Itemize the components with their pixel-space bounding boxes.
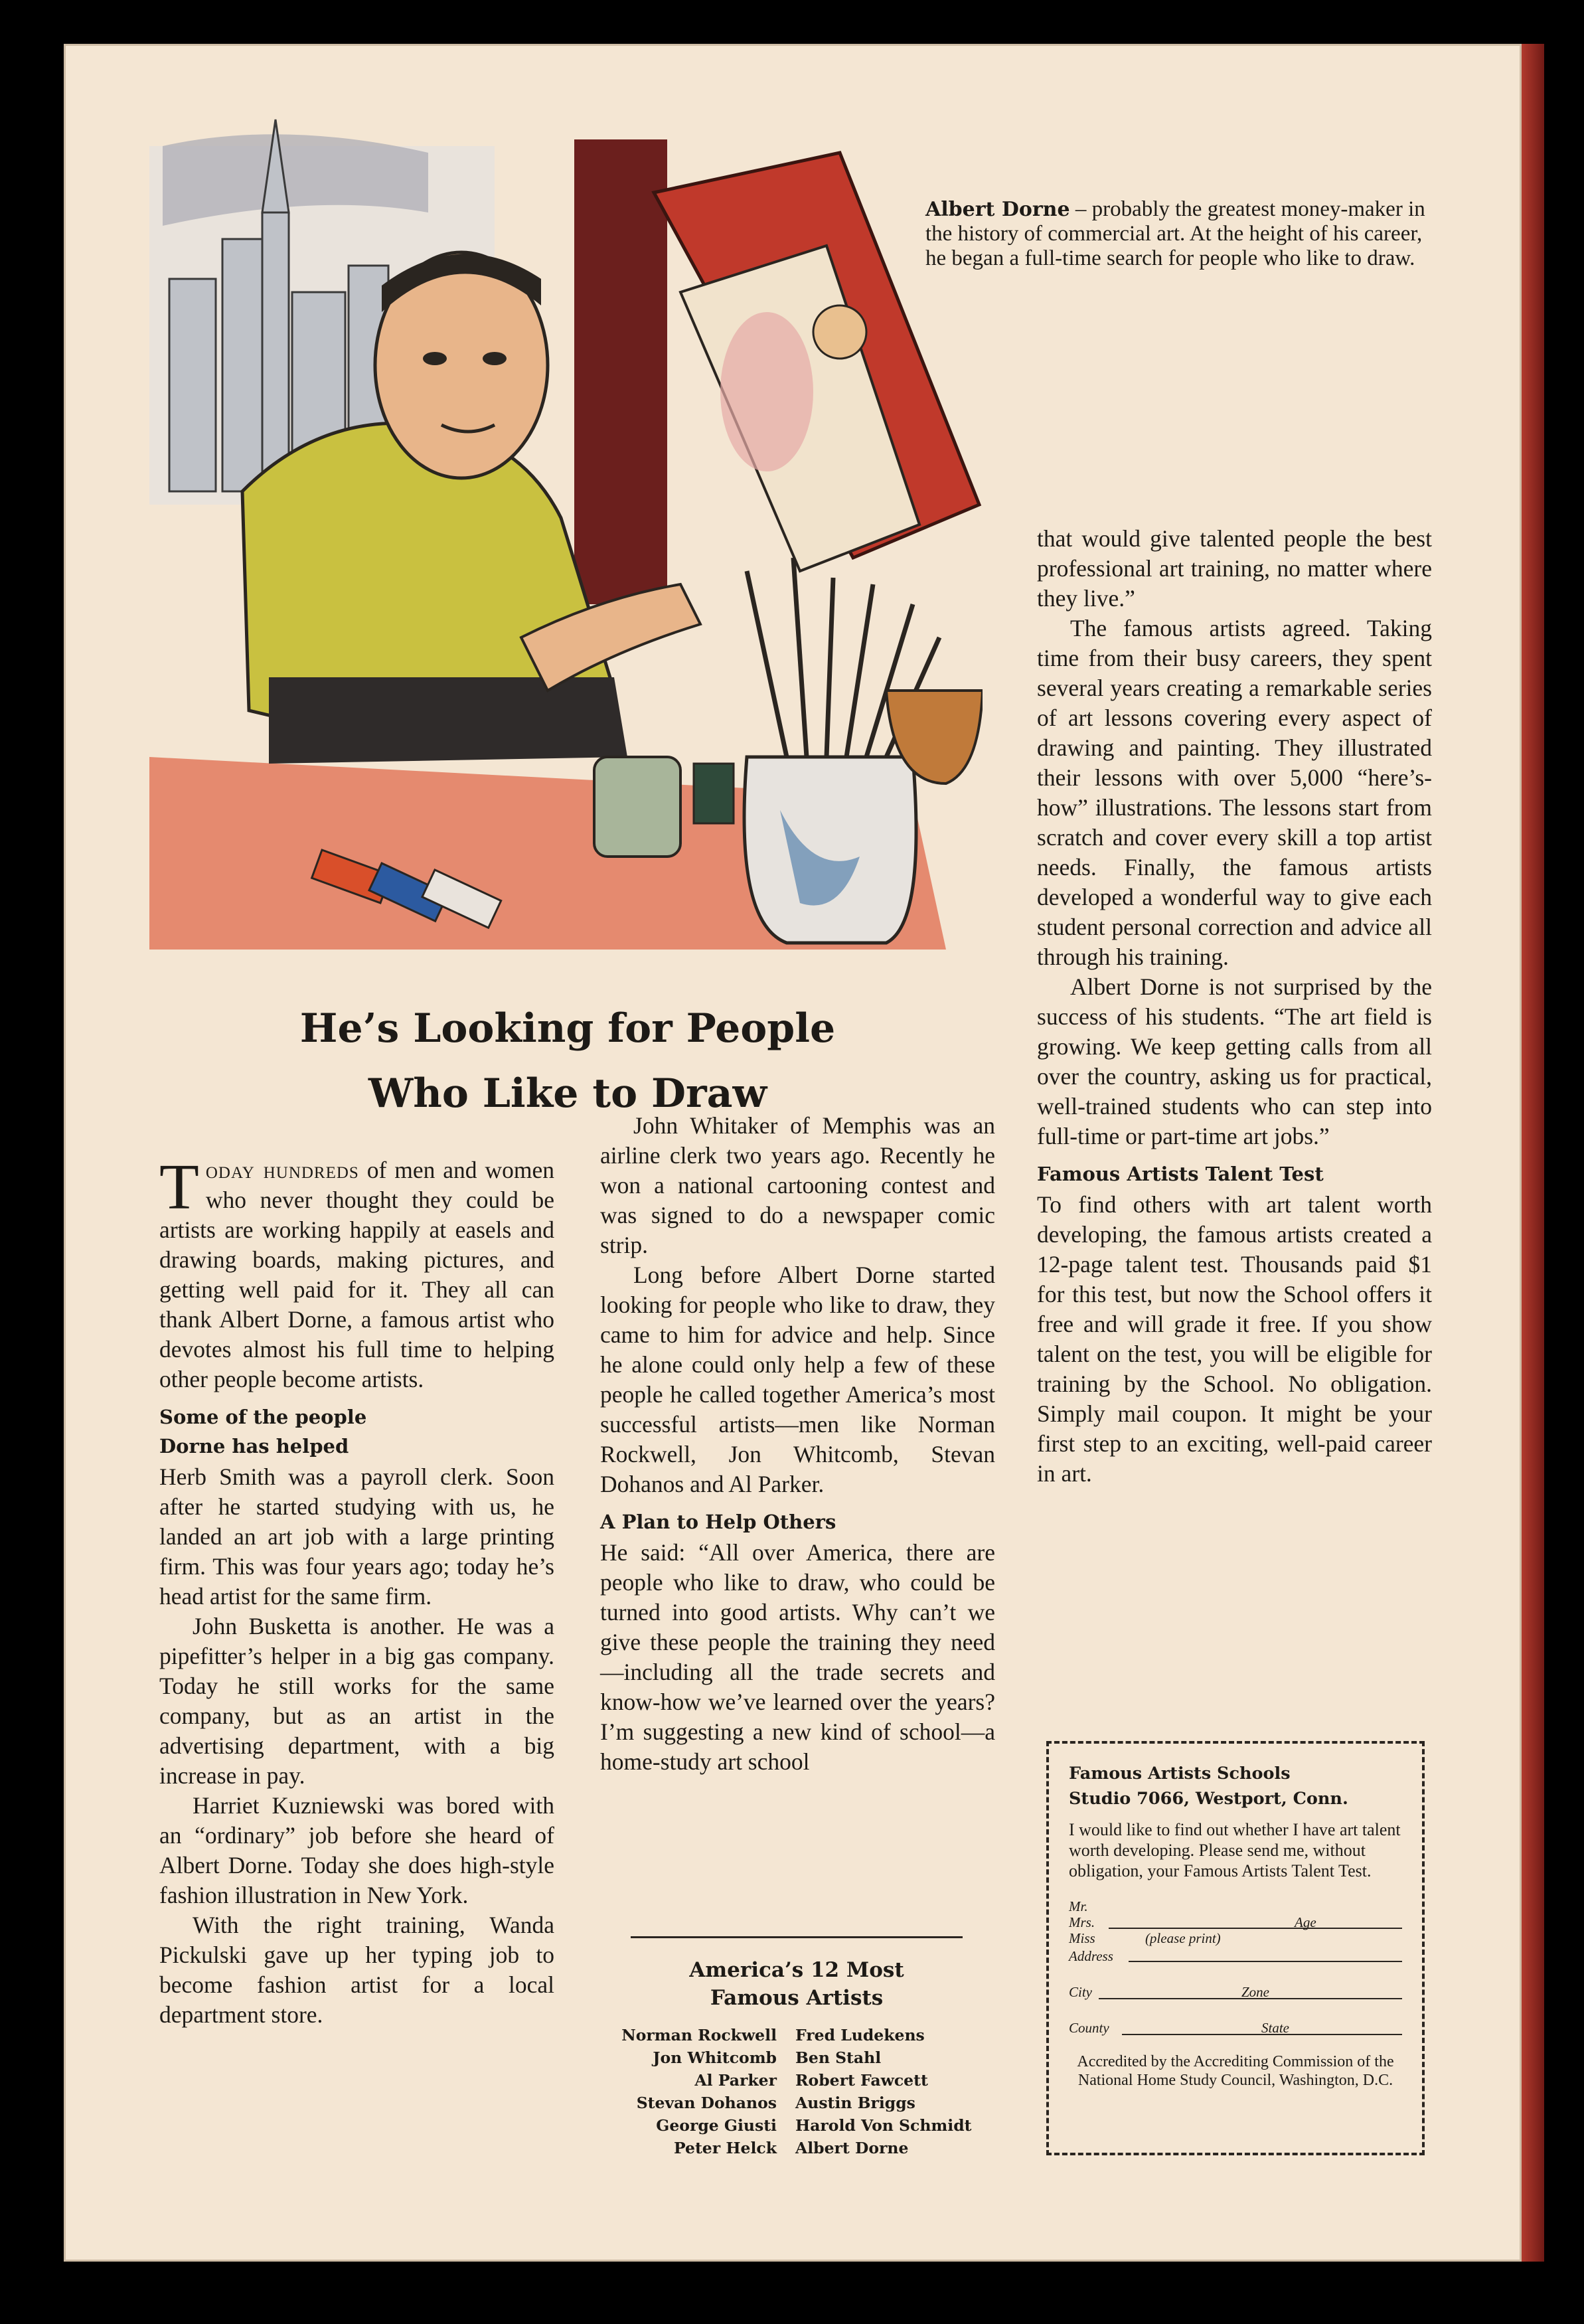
label-miss: Miss (1069, 1930, 1095, 1946)
subheading-line-1: Some of the people (159, 1406, 367, 1428)
paragraph-herb-smith: Herb Smith was a payroll clerk. Soon after he started studying with us, he landed an art job with a large printing firm. This was four years ago; today he’s head artist for the same firm. (159, 1463, 554, 1610)
illustration-caption (925, 197, 1430, 271)
paragraph-john-whitaker: John Whitaker of Memphis was an airline clerk two years ago. Recently he won a national cartooning contest and was signed to do a newspaper comic strip. (600, 1112, 995, 1258)
label-county: County (1069, 2020, 1109, 2036)
page-spine-edge (1522, 44, 1544, 2262)
subheading-people-helped (159, 1402, 554, 1461)
artist-name: Al Parker (694, 2071, 777, 2090)
paragraph-not-surprised: Albert Dorne is not surprised by the success of his students. “The art field is growing. We keep getting calls from all over the country, asking us for practical, well-trained students who can step into full-time or part-time art jobs.” (1037, 973, 1432, 1149)
city-underline (1099, 1998, 1402, 1999)
coupon-city-zone-field[interactable] (1069, 1982, 1402, 1999)
artists-list-left (591, 2024, 777, 2159)
subheading-plan: A Plan to Help Others (600, 1511, 836, 1533)
label-mrs: Mrs. (1069, 1914, 1095, 1930)
coupon-request-text: I would like to find out whether I have art talent worth developing. Please send me, without obligation, your Famous Artists Talent Test. (1069, 1820, 1401, 1880)
intro-text: of men and women who never thought they could be artists are working happily at easels and drawing boards, making pictures, and getting well paid for it. They all can thank Albert Dorne, a famous artist who devotes almost his full time to helping other people become artists. (159, 1157, 554, 1392)
artist-name: Norman Rockwell (621, 2026, 777, 2044)
artist-name: Robert Fawcett (795, 2071, 928, 2090)
paragraph-talent-test: To find others with art talent worth developing, the famous artists created a 12-page talent test. Thousands paid $1 for this test, but now the School offers it free and will grade it free. If you show talent on the test, you will be eligible for training by the School. No obligation. Simply mail coupon. It might be your first step to an exciting, well-paid career in art. (1037, 1191, 1432, 1487)
artist-name: Fred Ludekens (795, 2026, 925, 2044)
artist-name: Peter Helck (673, 2139, 777, 2157)
caption-name: Albert Dorne (925, 198, 1070, 221)
artist-name: Ben Stahl (795, 2048, 882, 2067)
label-zone: Zone (1241, 1984, 1269, 2000)
headline-line-1: He’s Looking for People (299, 1005, 836, 1052)
coupon-address-field[interactable] (1069, 1946, 1402, 1963)
name-underline (1109, 1928, 1402, 1929)
label-please-print: (please print) (1145, 1930, 1221, 1946)
divider-rule (631, 1936, 963, 1938)
coupon-address: Studio 7066, Westport, Conn. (1069, 1789, 1348, 1809)
artists-title-line-2: Famous Artists (710, 1986, 884, 2010)
artist-name: Albert Dorne (795, 2139, 909, 2157)
label-age: Age (1295, 1914, 1316, 1930)
artists-list-right (795, 2024, 1014, 2159)
artist-name: Austin Briggs (795, 2094, 915, 2112)
illustration-albert-dorne-drawing (149, 93, 983, 950)
headline (153, 996, 983, 1126)
county-underline (1122, 2034, 1402, 2035)
label-mr: Mr. (1069, 1898, 1088, 1914)
intro-small-caps: oday hundreds (205, 1157, 359, 1183)
article-column-3 (1037, 524, 1432, 1489)
artist-name: Jon Whitcomb (653, 2048, 777, 2067)
article-column-1 (159, 1151, 554, 2030)
artist-name: Stevan Dohanos (636, 2094, 777, 2112)
label-state: State (1261, 2020, 1289, 2036)
name-age-line (1069, 1914, 1402, 1930)
address-underline (1129, 1961, 1402, 1962)
caption-text: – probably the greatest money-maker in the history of commercial art. At the height of his career, he began a full-time search for people who like to draw. (925, 197, 1425, 270)
subheading-line-2: Dorne has helped (159, 1435, 349, 1457)
paragraph-wanda-pickulski: With the right training, Wanda Pickulski gave up her typing job to become fashion artist for a local department store. (159, 1912, 554, 2028)
intro-paragraph (159, 1151, 554, 1394)
paragraph-continued: that would give talented people the best professional art training, no matter where they live.” (1037, 525, 1432, 612)
mail-in-coupon[interactable] (1046, 1741, 1425, 2155)
artist-name: Harold Von Schmidt (795, 2116, 972, 2135)
coupon-name-field[interactable] (1069, 1898, 1402, 1946)
coupon-county-state-field[interactable] (1069, 2018, 1402, 2035)
paragraph-he-said: He said: “All over America, there are people who like to draw, who could be turned into good artists. Why can’t we give these people the training they need—including all the trade secrets and know-how we’ve learned over the years? I’m suggesting a new kind of school—a home-study art school (600, 1539, 995, 1775)
headline-line-2: Who Like to Draw (368, 1070, 767, 1117)
paragraph-john-busketta: John Busketta is another. He was a pipefitter’s helper in a big gas company. Today he still works for the same company, but as an artist in the advertising department, with a big increase in pay. (159, 1613, 554, 1789)
subheading-talent-test: Famous Artists Talent Test (1037, 1163, 1324, 1185)
article-column-2 (600, 1111, 995, 1777)
miss-line (1069, 1930, 1402, 1946)
paragraph-harriet-kuzniewski: Harriet Kuzniewski was bored with an “ordinary” job before she heard of Albert Dorne. Today she does high-style fashion illustration in New York. (159, 1792, 554, 1908)
coupon-school-name: Famous Artists Schools (1069, 1764, 1291, 1784)
artist-name: George Giusti (656, 2116, 777, 2135)
artists-list-title (617, 1956, 976, 2012)
drop-cap: T (159, 1151, 199, 1223)
coupon-accreditation: Accredited by the Accrediting Commission of the National Home Study Council, Washington, D.C. (1077, 2053, 1394, 2089)
label-city: City (1069, 1984, 1092, 2000)
paragraph-long-before: Long before Albert Dorne started looking for people who like to draw, they came to him for advice and help. Since he alone could only help a few of these people he called together America’s most successful artists—men like Norman Rockwell, Jon Whitcomb, Stevan Dohanos and Al Parker. (600, 1262, 995, 1497)
paragraph-famous-artists-agreed: The famous artists agreed. Taking time from their busy careers, they spent several years creating a remarkable series of art lessons covering every aspect of drawing and painting. They illustrated their lessons with over 5,000 “here’s-how” illustrations. The lessons start from scratch and cover every skill a top artist needs. Finally, the famous artists developed a wonderful way to give each student personal correction and advice all through his training. (1037, 615, 1432, 970)
label-address: Address (1069, 1948, 1113, 1964)
artists-title-line-1: America’s 12 Most (689, 1958, 904, 1982)
